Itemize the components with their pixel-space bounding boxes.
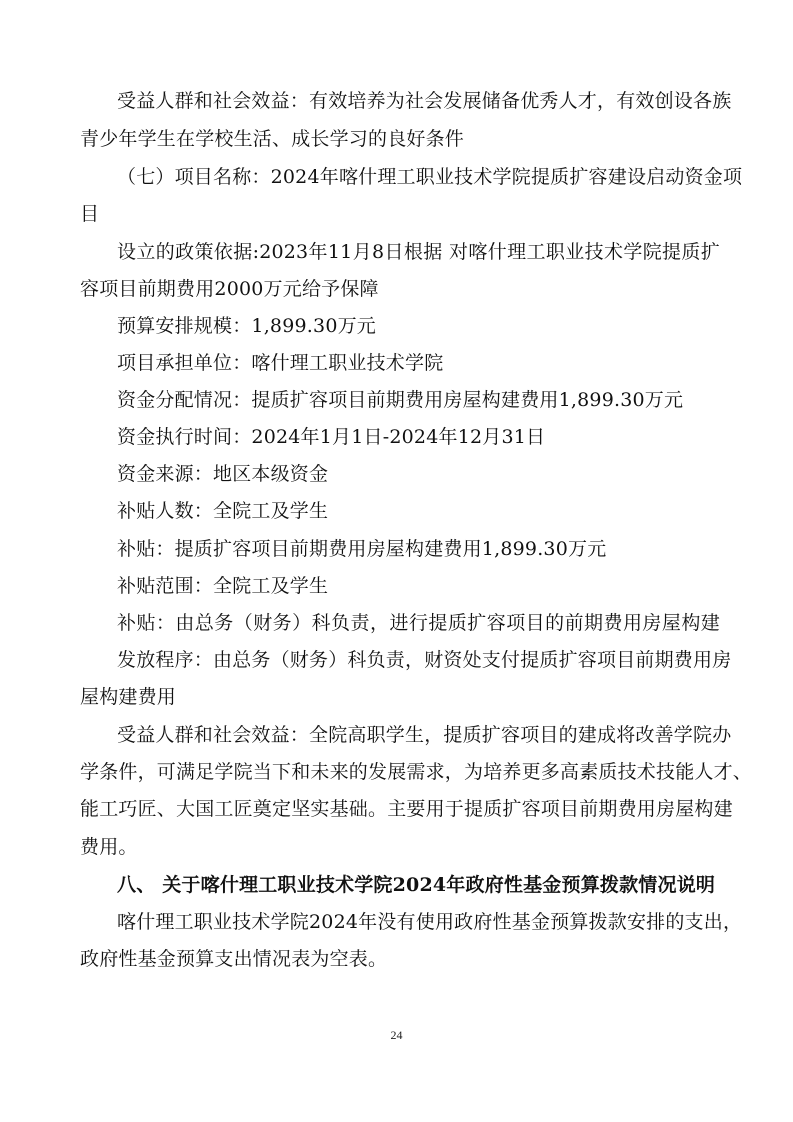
distribution-procedure-line: 屋构建费用 [80,686,177,708]
execution-time-line: 资金执行时间：2024年1月1日-2024年12月31日 [117,426,546,448]
paragraph-line: 政府性基金预算支出情况表为空表。 [80,948,388,970]
fund-allocation-line: 资金分配情况：提质扩容项目前期费用房屋构建费用1,899.30万元 [117,389,684,411]
paragraph-line: 设立的政策依据:2023年11月8日根据 对喀什理工职业技术学院提质扩 [117,241,720,263]
fund-source-line: 资金来源：地区本级资金 [117,463,329,485]
subsidy-count-line: 补贴人数：全院工及学生 [117,500,329,522]
section-heading: 八、 关于喀什理工职业技术学院2024年政府性基金预算拨款情况说明 [117,874,716,896]
paragraph-line: 容项目前期费用2000万元给予保障 [80,278,379,300]
beneficiary-line: 费用。 [80,836,138,858]
budget-scale-line: 预算安排规模：1,899.30万元 [117,315,377,337]
paragraph-line: 受益人群和社会效益：有效培养为社会发展储备优秀人才，有效创设各族 [117,90,732,112]
page-number: 24 [390,1028,403,1042]
paragraph-line: 青少年学生在学校生活、成长学习的良好条件 [80,128,465,150]
distribution-procedure-line: 发放程序：由总务（财务）科负责，财资处支付提质扩容项目前期费用房 [117,649,732,671]
subsidy-description-line: 补贴：由总务（财务）科负责，进行提质扩容项目的前期费用房屋构建 [117,612,720,634]
beneficiary-line: 学条件，可满足学院当下和未来的发展需求，为培养更多高素质技术技能人才、 [80,761,753,783]
beneficiary-line: 受益人群和社会效益：全院高职学生，提质扩容项目的建成将改善学院办 [117,724,732,746]
paragraph-line: 喀什理工职业技术学院2024年没有使用政府性基金预算拨款安排的支出， [117,911,743,933]
section-title-line: 目 [80,203,100,225]
undertaking-unit-line: 项目承担单位：喀什理工职业技术学院 [117,352,444,374]
subsidy-scope-line: 补贴范围：全院工及学生 [117,575,329,597]
section-title-line: （七）项目名称：2024年喀什理工职业技术学院提质扩容建设启动资金项 [117,166,743,188]
subsidy-line: 补贴：提质扩容项目前期费用房屋构建费用1,899.30万元 [117,538,607,560]
beneficiary-line: 能工巧匠、大国工匠奠定坚实基础。主要用于提质扩容项目前期费用房屋构建 [80,798,733,820]
